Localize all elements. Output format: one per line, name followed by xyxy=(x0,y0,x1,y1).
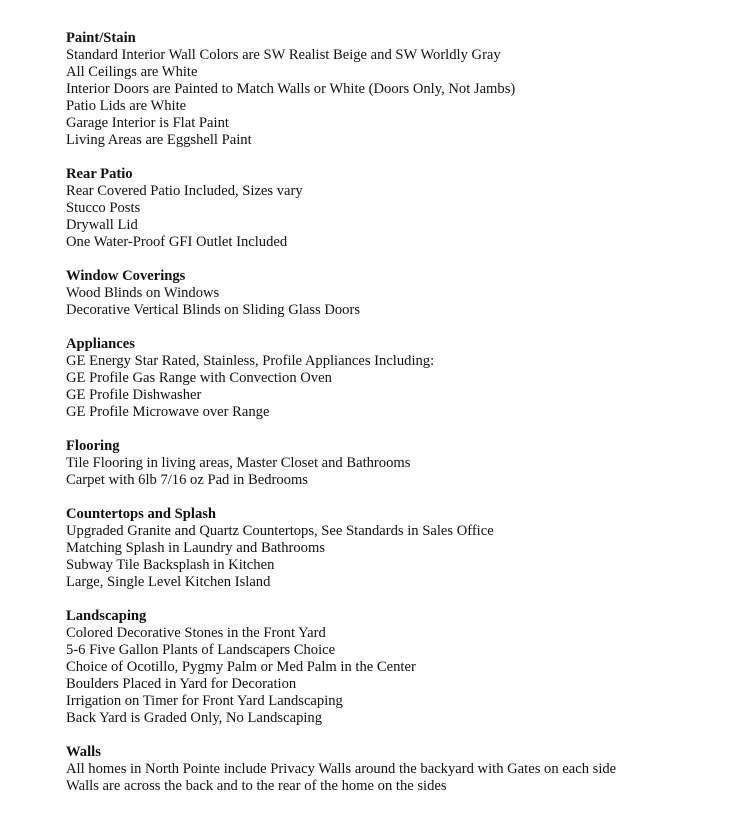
section-line: All Ceilings are White xyxy=(66,64,198,80)
section-heading: Appliances xyxy=(66,336,135,352)
section-appliances xyxy=(66,336,726,421)
section-heading: Paint/Stain xyxy=(66,30,136,46)
section-line: Back Yard is Graded Only, No Landscaping xyxy=(66,710,323,726)
section-line: Upgraded Granite and Quartz Countertops, See Standards in Sales Office xyxy=(66,523,494,539)
section-line: Colored Decorative Stones in the Front Yard xyxy=(66,625,326,641)
section-line: Drywall Lid xyxy=(66,217,138,233)
section-heading: Flooring xyxy=(66,438,120,454)
section-line: Matching Splash in Laundry and Bathrooms xyxy=(66,540,326,556)
section-line: Interior Doors are Painted to Match Walls or White (Doors Only, Not Jambs) xyxy=(66,81,516,97)
section-countertops-and-splash xyxy=(66,506,726,591)
section-line: Boulders Placed in Yard for Decoration xyxy=(66,676,297,692)
section-heading: Countertops and Splash xyxy=(66,506,217,522)
section-line: Wood Blinds on Windows xyxy=(66,285,220,301)
section-line: Decorative Vertical Blinds on Sliding Glass Doors xyxy=(66,302,360,318)
section-line: One Water-Proof GFI Outlet Included xyxy=(66,234,288,250)
section-window-coverings xyxy=(66,268,726,319)
section-heading: Window Coverings xyxy=(66,268,186,284)
section-paint-stain xyxy=(66,30,726,149)
section-landscaping xyxy=(66,608,726,727)
section-line: 5-6 Five Gallon Plants of Landscapers Choice xyxy=(66,642,336,658)
section-line: Choice of Ocotillo, Pygmy Palm or Med Palm in the Center xyxy=(66,659,416,675)
document-page xyxy=(66,30,726,812)
section-line: Stucco Posts xyxy=(66,200,141,216)
section-walls xyxy=(66,744,726,795)
section-line: Walls are across the back and to the rear of the home on the sides xyxy=(66,778,447,794)
section-line: Garage Interior is Flat Paint xyxy=(66,115,229,131)
section-heading: Landscaping xyxy=(66,608,147,624)
section-line: Large, Single Level Kitchen Island xyxy=(66,574,271,590)
section-line: GE Profile Dishwasher xyxy=(66,387,202,403)
section-heading: Rear Patio xyxy=(66,166,133,182)
section-line: Irrigation on Timer for Front Yard Landscaping xyxy=(66,693,343,709)
section-line: Subway Tile Backsplash in Kitchen xyxy=(66,557,275,573)
section-line: GE Profile Microwave over Range xyxy=(66,404,270,420)
section-line: Standard Interior Wall Colors are SW Realist Beige and SW Worldly Gray xyxy=(66,47,501,63)
section-flooring xyxy=(66,438,726,489)
section-heading: Walls xyxy=(66,744,101,760)
section-line: All homes in North Pointe include Privacy Walls around the backyard with Gates on each side xyxy=(66,761,617,777)
section-line: GE Profile Gas Range with Convection Oven xyxy=(66,370,332,386)
section-line: Carpet with 6lb 7/16 oz Pad in Bedrooms xyxy=(66,472,308,488)
section-line: Living Areas are Eggshell Paint xyxy=(66,132,252,148)
section-line: Patio Lids are White xyxy=(66,98,187,114)
section-line: Rear Covered Patio Included, Sizes vary xyxy=(66,183,303,199)
section-line: GE Energy Star Rated, Stainless, Profile Appliances Including: xyxy=(66,353,435,369)
section-line: Tile Flooring in living areas, Master Closet and Bathrooms xyxy=(66,455,411,471)
section-rear-patio xyxy=(66,166,726,251)
